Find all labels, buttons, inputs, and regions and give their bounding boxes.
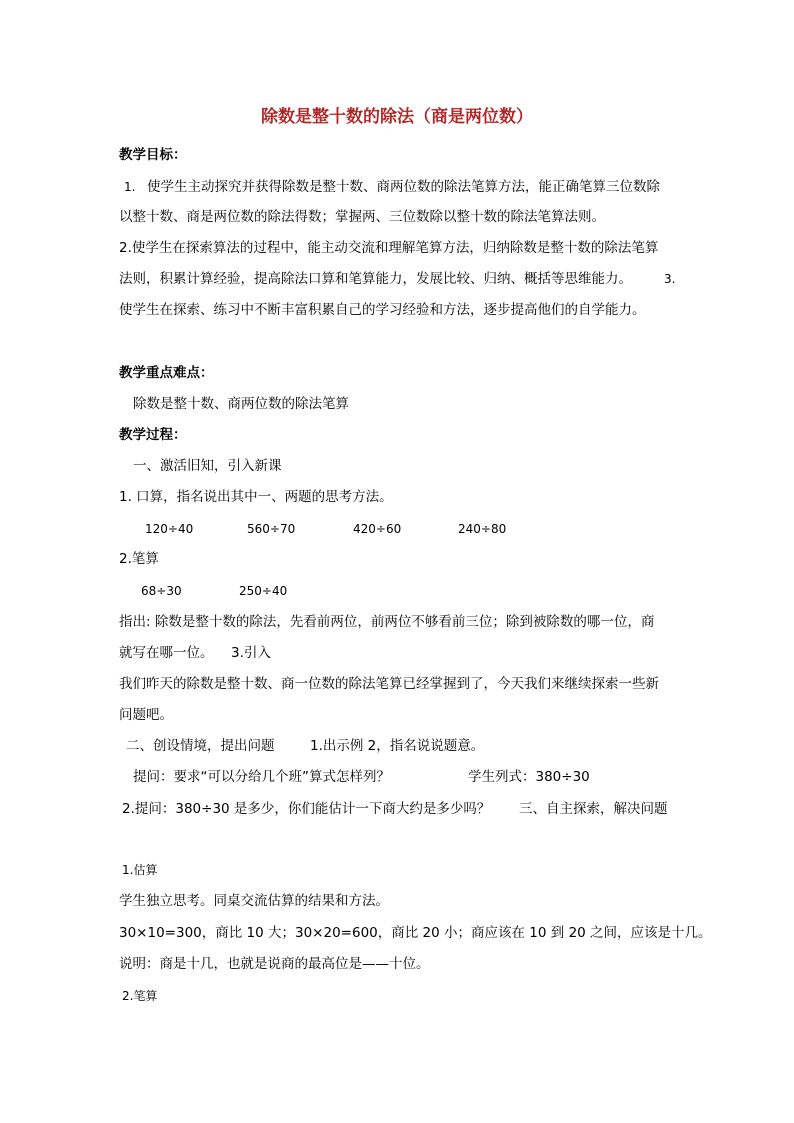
goal-1-line-2: 以整十数、商是两位数的除法得数；掌握两、三位数除以整十数的除法笔算法则。 [119,209,605,225]
part3-heading: 三、自主探索，解决问题 [519,801,668,817]
goal-1-line-1: 使学生主动探究并获得除数是整十数、商两位数的除法笔算方法，能正确笔算三位数除 [147,179,660,195]
written-problem: 250÷40 [239,584,288,598]
note-line-1: 指出: 除数是整十数的除法，先看前两位，前两位不够看前三位；除到被除数的哪一位，商 [119,614,655,630]
document-title: 除数是整十数的除法（商是两位数） [261,107,533,127]
oral-problem: 420÷60 [353,522,402,536]
question-2: 2.提问：380÷30 是多少，你们能估计一下商大约是多少吗？ [122,801,491,817]
part2-heading: 二、创设情境，提出问题 [126,738,275,754]
student-answer: 学生列式：380÷30 [468,769,590,785]
oral-problem: 120÷40 [145,522,194,536]
focus-text: 除数是整十数、商两位数的除法笔算 [133,396,349,412]
step1-oral: 1. 口算，指名说出其中一、两题的思考方法。 [119,489,393,505]
oral-problem: 240÷80 [458,522,507,536]
goals-heading: 教学目标： [119,147,187,163]
written-problem: 68÷30 [141,584,182,598]
step2-written: 2.笔算 [119,551,159,567]
written-heading: 2.笔算 [122,989,158,1003]
goal-3-number: 3. [664,272,676,286]
goal-2-line-1: 2.使学生在探索算法的过程中，能主动交流和理解笔算方法，归纳除数是整十数的除法笔算 [119,240,659,256]
explain-text: 说明：商是十几，也就是说商的最高位是——十位。 [119,956,430,972]
calc-text: 30×10=300，商比 10 大；30×20=600，商比 20 小；商应该在 10 到 20 之间，应该是十几。 [119,925,712,941]
estimate-heading: 1.估算 [122,863,158,877]
intro-line-1: 我们昨天的除数是整十数、商一位数的除法笔算已经掌握到了，今天我们来继续探索一些新 [119,676,659,692]
part2-step1: 1.出示例 2，指名说说题意。 [310,738,485,754]
step3-intro: 3.引入 [231,645,271,661]
process-heading: 教学过程： [119,427,187,443]
question-1: 提问：要求“可以分给几个班”算式怎样列？ [133,769,390,785]
note-line-2: 就写在哪一位。 [119,645,214,661]
goal-3-line: 使学生在探索、练习中不断丰富积累自己的学习经验和方法，逐步提高他们的自学能力。 [119,302,646,318]
part1-heading: 一、激活旧知，引入新课 [133,458,282,474]
goal-1-number: 1. [124,180,136,194]
focus-heading: 教学重点难点： [119,365,214,381]
think-text: 学生独立思考。同桌交流估算的结果和方法。 [119,893,389,909]
oral-problem: 560÷70 [247,522,296,536]
goal-2-line-2: 法则，积累计算经验，提高除法口算和笔算能力，发展比较、归纳、概括等思维能力。 [119,271,632,287]
intro-line-2: 问题吧。 [119,707,173,723]
